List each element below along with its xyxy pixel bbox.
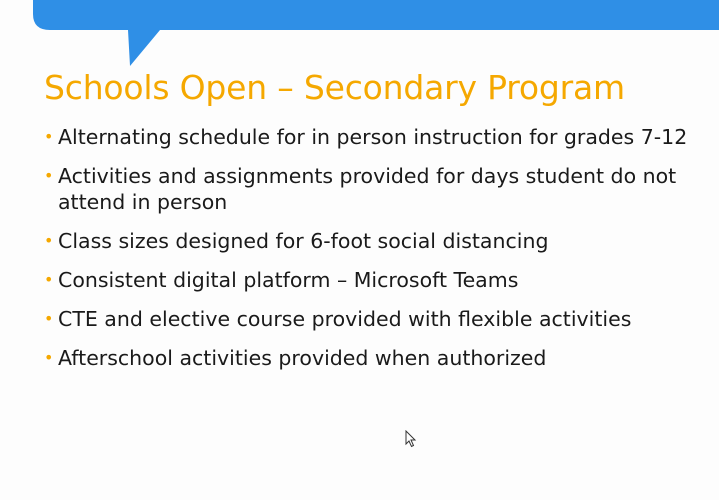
bullet-text: Activities and assignments provided for days student do not attend in person xyxy=(58,164,677,214)
bullet-item xyxy=(44,124,694,150)
mouse-pointer-icon xyxy=(405,430,417,448)
bullet-text: Class sizes designed for 6-foot social distancing xyxy=(58,229,549,253)
bullet-list xyxy=(44,124,694,384)
bullet-item xyxy=(44,267,694,293)
speech-bubble-banner xyxy=(0,0,719,70)
bullet-dot-icon: • xyxy=(44,270,54,289)
bullet-text: Afterschool activities provided when authorized xyxy=(58,346,547,370)
bullet-text: CTE and elective course provided with flexible activities xyxy=(58,307,632,331)
slide-title: Schools Open – Secondary Program xyxy=(44,68,625,107)
bullet-item xyxy=(44,228,694,254)
bullet-dot-icon: • xyxy=(44,348,54,367)
bullet-dot-icon: • xyxy=(44,166,54,185)
bullet-item xyxy=(44,163,694,215)
bullet-item xyxy=(44,345,694,371)
bullet-dot-icon: • xyxy=(44,127,54,146)
bullet-item xyxy=(44,306,694,332)
bullet-dot-icon: • xyxy=(44,231,54,250)
bullet-text: Consistent digital platform – Microsoft Teams xyxy=(58,268,519,292)
bullet-text: Alternating schedule for in person instruction for grades 7-12 xyxy=(58,125,688,149)
bullet-dot-icon: • xyxy=(44,309,54,328)
